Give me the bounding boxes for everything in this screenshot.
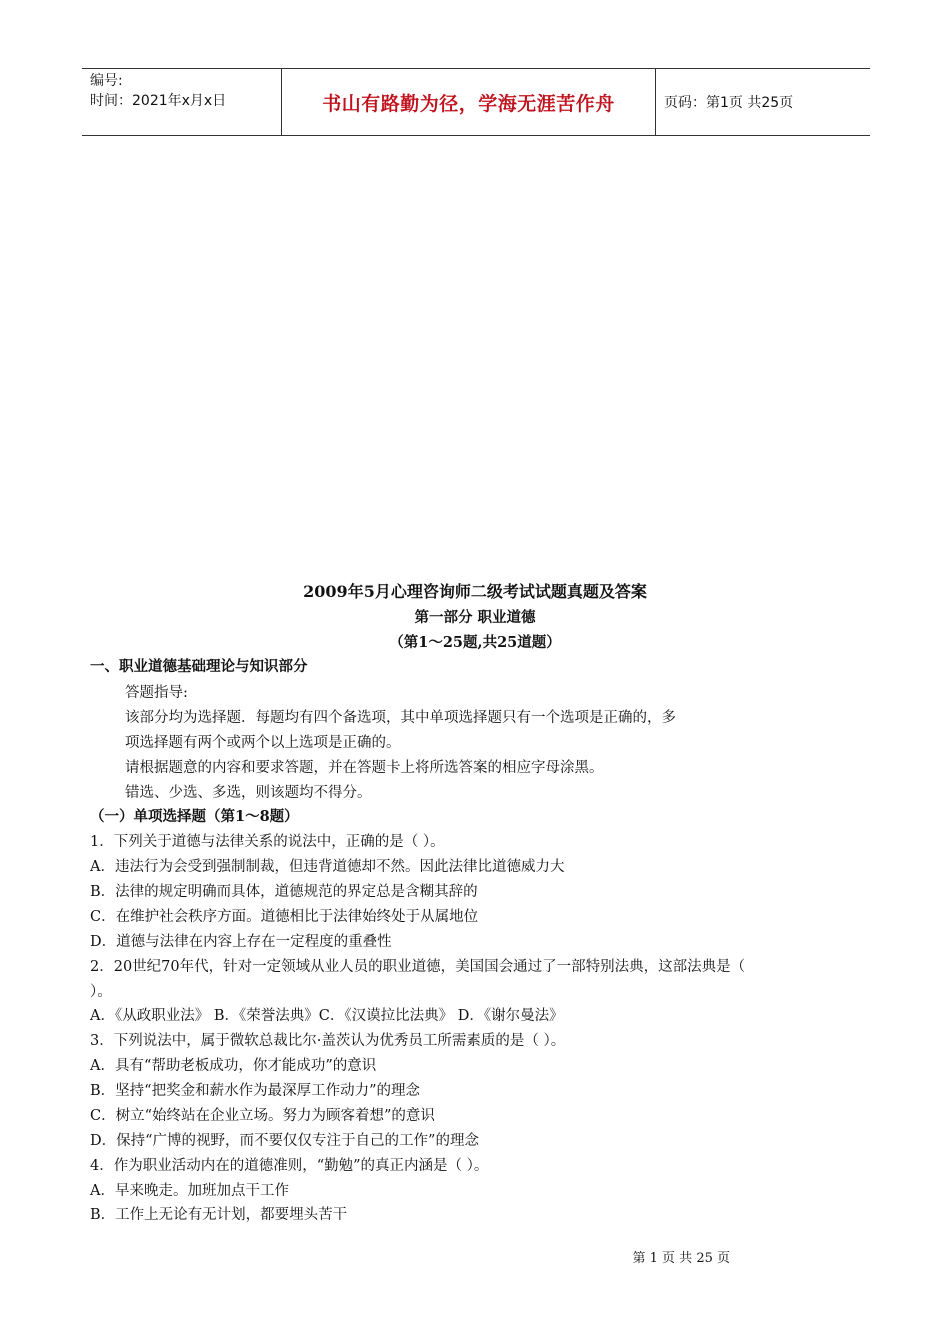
header-motto: 书山有路勤为径，学海无涯苦作舟 <box>322 92 615 115</box>
header-page-info: 页码：第1页 共25页 <box>664 95 794 111</box>
option-1b: B．法律的规定明确而具体，道德规范的界定总是含糊其辞的 <box>90 884 478 900</box>
document-title: 2009年5月心理咨询师二级考试试题真题及答案 <box>303 582 647 601</box>
option-3b: B．坚持“把奖金和薪水作为最深厚工作动力”的理念 <box>90 1083 420 1099</box>
option-4a: A．早来晚走。加班加点干工作 <box>90 1183 289 1199</box>
options-2: A．《从政职业法》 B．《荣誉法典》C．《汉谟拉比法典》 D．《谢尔曼法》 <box>90 1008 564 1024</box>
header-meta <box>82 69 282 135</box>
option-3a: A．具有“帮助老板成功，你才能成功”的意识 <box>90 1058 377 1074</box>
subsection-heading: （一）单项选择题（第1～8题） <box>90 808 299 825</box>
option-1c: C．在维护社会秩序方面。道德相比于法律始终处于从属地位 <box>90 909 479 925</box>
section-heading: 一、职业道德基础理论与知识部分 <box>90 658 308 675</box>
footer-page-number: 第 1 页 共 25 页 <box>632 1251 730 1266</box>
guide-label: 答题指导: <box>125 685 188 701</box>
page-footer <box>0 1247 950 1266</box>
question-3: 3．下列说法中，属于微软总裁比尔·盖茨认为优秀员工所需素质的是（ ）。 <box>90 1033 566 1049</box>
option-4b: B．工作上无论有无计划，都要埋头苦干 <box>90 1207 348 1223</box>
guide-line: 项选择题有两个或两个以上选项是正确的。 <box>125 735 401 751</box>
part-heading: 第一部分 职业道德 <box>414 609 536 626</box>
option-1a: A．违法行为会受到强制制裁，但违背道德却不然。因此法律比道德威力大 <box>90 859 565 875</box>
question-range: （第1～25题,共25道题） <box>389 634 561 651</box>
option-3c: C．树立“始终站在企业立场。努力为顾客着想”的意识 <box>90 1108 435 1124</box>
time-label: 时间：2021年x月x日 <box>90 93 227 109</box>
option-3d: D．保持“广博的视野，而不要仅仅专注于自己的工作”的理念 <box>90 1133 479 1149</box>
guide-line: 错选、少选、多选，则该题均不得分。 <box>125 785 372 801</box>
header-motto-cell <box>282 69 656 135</box>
question-2-cont: ）。 <box>90 984 112 1000</box>
guide-line: 请根据题意的内容和要求答题，并在答题卡上将所选答案的相应字母涂黑。 <box>125 760 604 776</box>
number-label: 编号: <box>90 73 123 89</box>
document-header <box>82 68 870 136</box>
question-4: 4．作为职业活动内在的道德准则，“勤勉”的真正内涵是（ ）。 <box>90 1158 489 1174</box>
question-1: 1．下列关于道德与法律关系的说法中，正确的是（ ）。 <box>90 834 445 850</box>
question-2: 2．20世纪70年代，针对一定领域从业人员的职业道德，美国国会通过了一部特别法典，这部法典是（ <box>90 959 746 975</box>
guide-line: 该部分均为选择题．每题均有四个备选项，其中单项选择题只有一个选项是正确的，多 <box>125 710 676 726</box>
option-1d: D．道德与法律在内容上存在一定程度的重叠性 <box>90 934 392 950</box>
